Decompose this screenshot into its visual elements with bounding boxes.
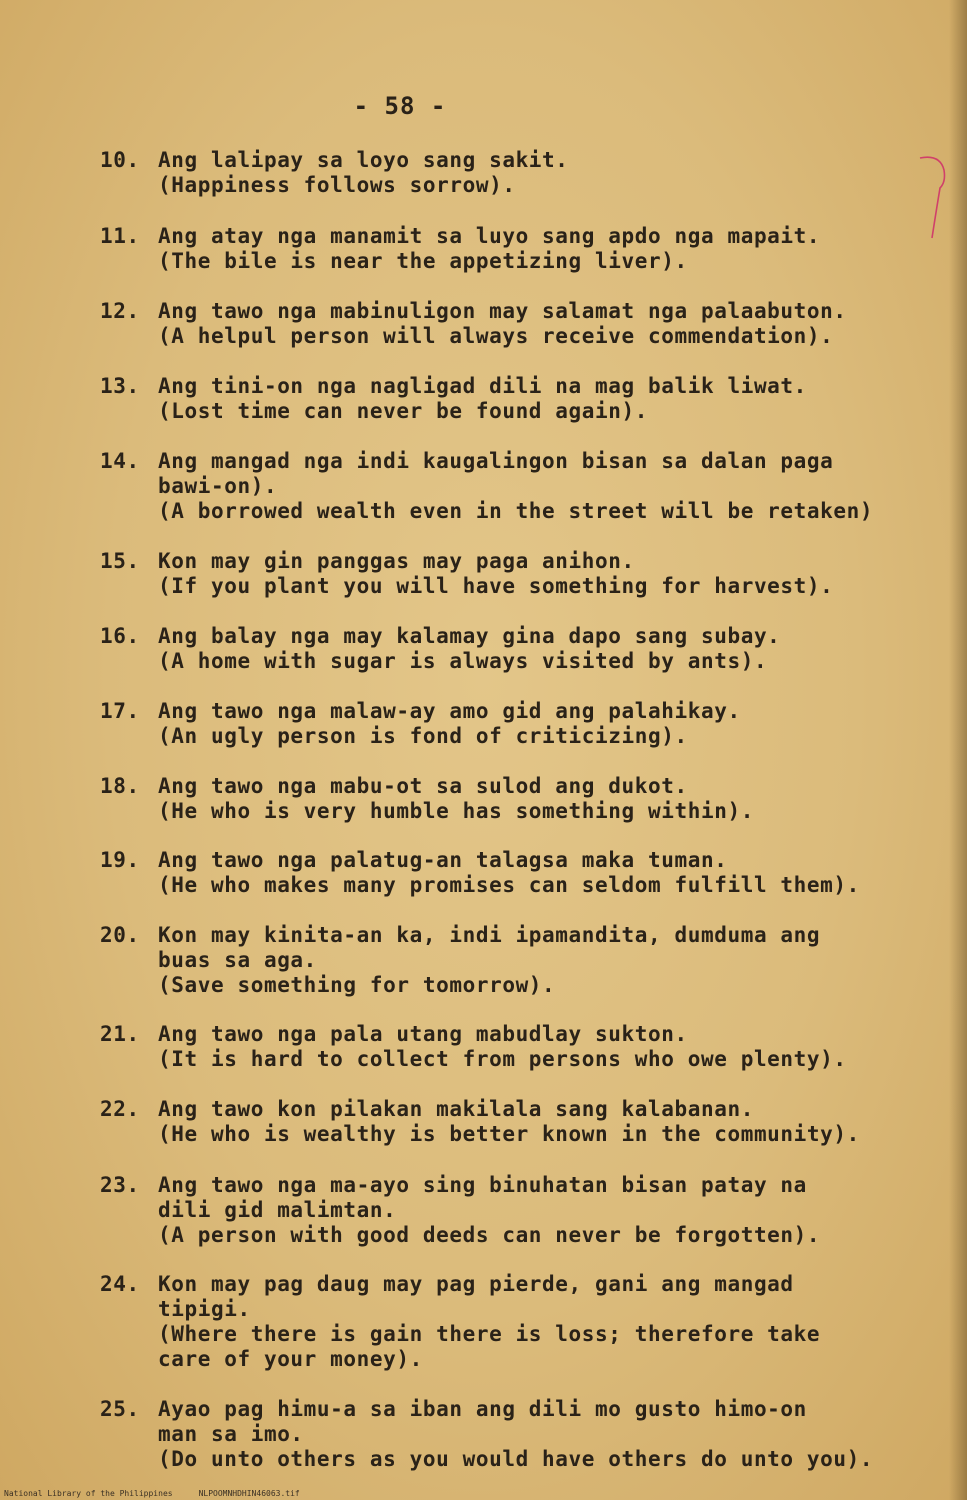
entry-line: (A home with sugar is always visited by ants). xyxy=(158,649,768,673)
entry-number: 13. xyxy=(100,374,140,398)
footer-file: NLPOOMNHDHIN46063.tif xyxy=(198,1489,300,1498)
entry-text: Ang tini-on nga nagligad dili na mag balik liwat. xyxy=(158,374,807,398)
proverb-entry xyxy=(100,1097,950,1147)
entry-first-line xyxy=(100,1272,950,1297)
entry-line: (Happiness follows sorrow). xyxy=(158,173,516,197)
entry-first-line xyxy=(100,624,950,649)
entry-number: 24. xyxy=(100,1272,140,1296)
proverb-entry xyxy=(100,923,950,998)
proverb-entry xyxy=(100,848,950,898)
entry-number: 18. xyxy=(100,774,140,798)
entry-text: Ang atay nga manamit sa luyo sang apdo nga mapait. xyxy=(158,224,821,248)
entry-number: 11. xyxy=(100,224,140,248)
proverb-entry xyxy=(100,624,950,674)
entry-text: Ang tawo nga pala utang mabudlay sukton. xyxy=(158,1022,688,1046)
entry-number: 25. xyxy=(100,1397,140,1421)
entry-line: (If you plant you will have something for harvest). xyxy=(158,574,834,598)
entry-first-line xyxy=(100,148,950,173)
entry-line: care of your money). xyxy=(158,1347,423,1371)
proverb-entry xyxy=(100,1397,950,1472)
entry-text: Ang tawo nga mabu-ot sa sulod ang dukot. xyxy=(158,774,688,798)
entry-line: (He who is very humble has something within). xyxy=(158,799,754,823)
entry-number: 10. xyxy=(100,148,140,172)
proverb-entry xyxy=(100,1022,950,1072)
proverb-entry xyxy=(100,299,950,349)
entry-number: 14. xyxy=(100,449,140,473)
entry-text: Ang tawo kon pilakan makilala sang kalabanan. xyxy=(158,1097,754,1121)
entry-first-line xyxy=(100,449,950,474)
proverb-entry xyxy=(100,224,950,274)
entry-number: 16. xyxy=(100,624,140,648)
entry-first-line xyxy=(100,1173,950,1198)
entry-line: (He who is wealthy is better known in the community). xyxy=(158,1122,860,1146)
entry-text: Ang tawo nga palatug-an talagsa maka tuman. xyxy=(158,848,728,872)
entry-first-line xyxy=(100,774,950,799)
entry-text: Kon may gin panggas may paga anihon. xyxy=(158,549,635,573)
entry-text: Ang tawo nga mabinuligon may salamat nga palaabuton. xyxy=(158,299,847,323)
entry-line: (He who makes many promises can seldom fulfill them). xyxy=(158,873,860,897)
entry-line: (The bile is near the appetizing liver). xyxy=(158,249,688,273)
entry-first-line xyxy=(100,1397,950,1422)
proverb-entry xyxy=(100,449,950,524)
entry-line: bawi-on). xyxy=(158,474,278,498)
entry-number: 21. xyxy=(100,1022,140,1046)
entry-line: tipigi. xyxy=(158,1297,251,1321)
entry-line: (It is hard to collect from persons who owe plenty). xyxy=(158,1047,847,1071)
entry-first-line xyxy=(100,699,950,724)
proverb-entry xyxy=(100,549,950,599)
entry-first-line xyxy=(100,1097,950,1122)
entry-line: dili gid malimtan. xyxy=(158,1198,397,1222)
entry-number: 17. xyxy=(100,699,140,723)
entry-number: 23. xyxy=(100,1173,140,1197)
entry-number: 20. xyxy=(100,923,140,947)
entry-number: 22. xyxy=(100,1097,140,1121)
entry-line: buas sa aga. xyxy=(158,948,317,972)
entry-line: man sa imo. xyxy=(158,1422,304,1446)
entry-line: (Lost time can never be found again). xyxy=(158,399,648,423)
entry-line: (A borrowed wealth even in the street will be retaken) xyxy=(158,499,874,523)
proverb-entry xyxy=(100,774,950,824)
footer-library: National Library of the Philippines xyxy=(4,1489,173,1498)
entry-line: (Do unto others as you would have others do unto you). xyxy=(158,1447,874,1471)
entry-first-line xyxy=(100,923,950,948)
entry-first-line xyxy=(100,1022,950,1047)
proverb-entry xyxy=(100,1272,950,1372)
entry-first-line xyxy=(100,299,950,324)
entry-text: Ayao pag himu-a sa iban ang dili mo gusto himo-on xyxy=(158,1397,807,1421)
entry-text: Ang tawo nga malaw-ay amo gid ang palahikay. xyxy=(158,699,741,723)
scan-footer xyxy=(4,1489,326,1498)
proverb-entry xyxy=(100,1173,950,1248)
entry-text: Kon may kinita-an ka, indi ipamandita, dumduma ang xyxy=(158,923,821,947)
entry-line: (Where there is gain there is loss; therefore take xyxy=(158,1322,821,1346)
proverb-entry xyxy=(100,148,950,198)
proverb-entry xyxy=(100,374,950,424)
entry-line: (A helpul person will always receive commendation). xyxy=(158,324,834,348)
entry-text: Ang lalipay sa loyo sang sakit. xyxy=(158,148,569,172)
entry-first-line xyxy=(100,224,950,249)
entry-first-line xyxy=(100,374,950,399)
page-number: - 58 - xyxy=(353,92,447,120)
entry-line: (Save something for tomorrow). xyxy=(158,973,556,997)
entry-first-line xyxy=(100,549,950,574)
entry-text: Ang balay nga may kalamay gina dapo sang subay. xyxy=(158,624,781,648)
entry-first-line xyxy=(100,848,950,873)
entry-text: Ang mangad nga indi kaugalingon bisan sa dalan paga xyxy=(158,449,834,473)
entry-line: (An ugly person is fond of criticizing). xyxy=(158,724,688,748)
entry-number: 19. xyxy=(100,848,140,872)
proverb-entry xyxy=(100,699,950,749)
entry-text: Ang tawo nga ma-ayo sing binuhatan bisan patay na xyxy=(158,1173,807,1197)
entry-text: Kon may pag daug may pag pierde, gani ang mangad xyxy=(158,1272,794,1296)
entry-line: (A person with good deeds can never be forgotten). xyxy=(158,1223,821,1247)
entry-number: 15. xyxy=(100,549,140,573)
entry-number: 12. xyxy=(100,299,140,323)
